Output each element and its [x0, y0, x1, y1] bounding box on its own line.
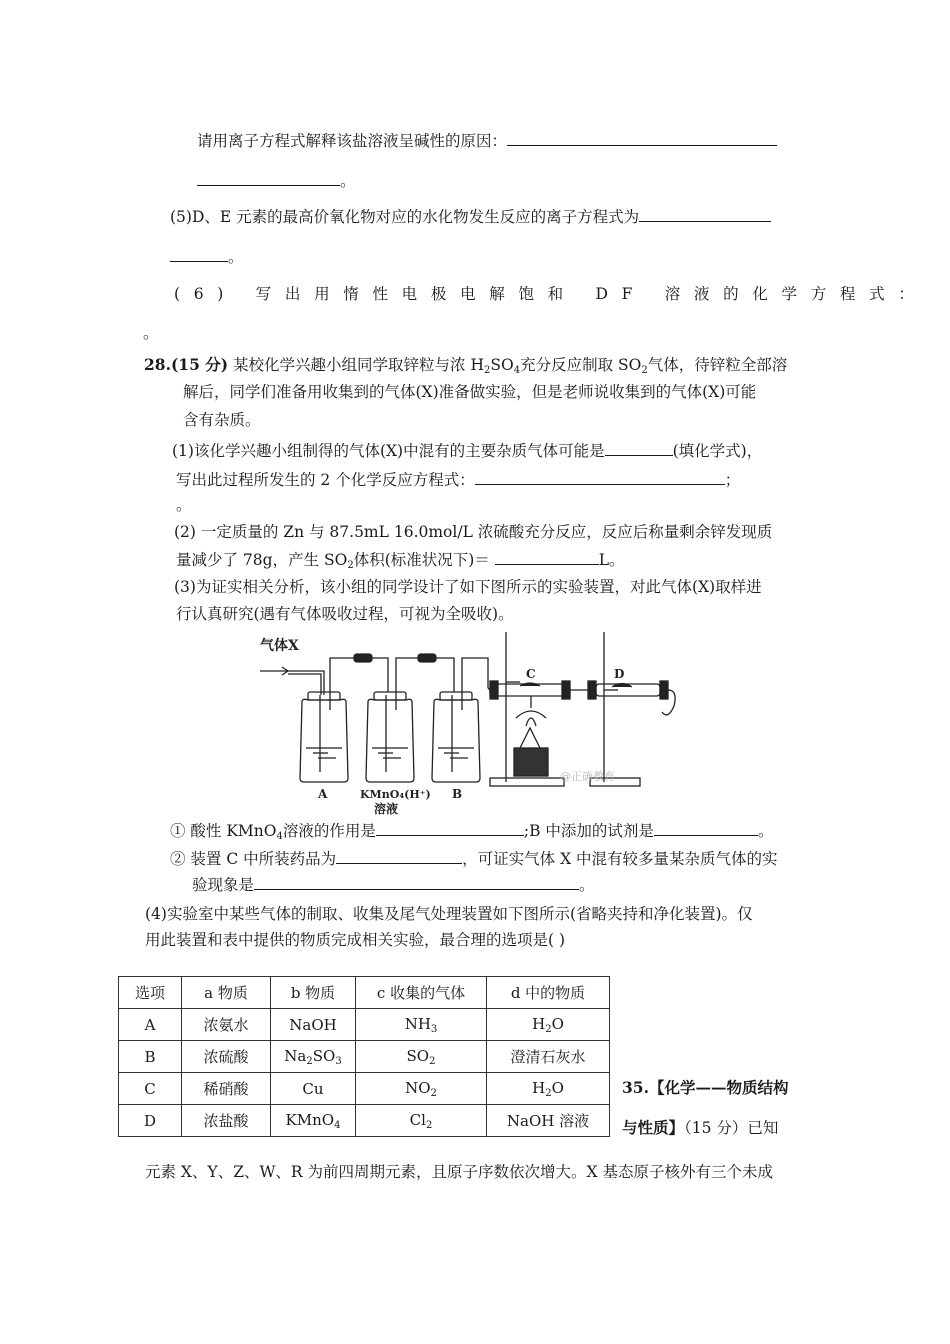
- table-cell: 浓盐酸: [182, 1105, 271, 1137]
- label-kmno4: KMnO₄(H⁺): [360, 788, 431, 801]
- table-cell: $H_2O$: [487, 1073, 610, 1105]
- answer-line-continuation: [170, 246, 244, 267]
- period-text: 。: [228, 248, 244, 266]
- sub-question-3-line-2: 行认真研究(遇有气体吸收过程，可视为全吸收)。: [176, 605, 514, 623]
- apparatus-diagram: [258, 630, 698, 815]
- circled-question-1: [170, 820, 773, 847]
- sub-question-2: (2) 一定质量的 Zn 与 87.5mL 16.0mol/L 浓硫酸充分反应，反应后称量剩余锌发现质: [174, 523, 773, 541]
- table-cell: 澄清石灰水: [487, 1041, 610, 1073]
- answer-blank[interactable]: [336, 848, 462, 864]
- table-cell: $NH_3$: [356, 1009, 487, 1041]
- subscript: 2: [347, 560, 354, 571]
- heating-tube-c: [490, 681, 588, 699]
- table-cell: $H_2O$: [487, 1009, 610, 1041]
- table-cell: 稀硝酸: [182, 1073, 271, 1105]
- subscript: 2: [641, 365, 648, 376]
- answer-blank[interactable]: [254, 874, 579, 890]
- table-header-row: [119, 977, 610, 1009]
- prompt-text: 请用离子方程式解释该盐溶液呈碱性的原因：: [197, 132, 508, 150]
- table-row: [119, 1073, 610, 1105]
- subscript: 4: [276, 831, 283, 842]
- table-cell: 浓硫酸: [182, 1041, 271, 1073]
- table-cell: NaOH: [271, 1009, 356, 1041]
- sub-question-1: [172, 440, 762, 461]
- question-6: (6) 写出用惰性电极电解饱和 DF 溶液的化学方程式：: [174, 285, 928, 303]
- table-cell: A: [119, 1009, 182, 1041]
- label-a: A: [318, 787, 328, 801]
- label-d: D: [614, 667, 625, 681]
- c2-text: ，可证实气体 X 中混有较多量某杂质气体的实: [462, 850, 778, 868]
- answer-blank[interactable]: [495, 549, 599, 565]
- question-6-end: 。: [143, 324, 159, 342]
- sub-question-1-line-3: 。: [176, 496, 192, 514]
- tube-d: [588, 681, 675, 715]
- answer-blank[interactable]: [605, 440, 673, 456]
- c2-text: 。: [579, 876, 595, 894]
- sub-question-4-line-2: 用此装置和表中提供的物质完成相关实验，最合理的选项是( ): [145, 931, 566, 949]
- q28-text: 气体，待锌粒全部溶: [647, 356, 788, 374]
- bottle-b: [432, 658, 490, 782]
- c2-text: 验现象是: [192, 876, 255, 894]
- q2-text: 量减少了 78g，产生 SO: [176, 551, 348, 569]
- q28-line-2: 解后，同学们准备用收集到的气体(X)准备做实验，但是老师说收集到的气体(X)可能: [183, 383, 757, 401]
- question-number: 28.(15 分): [144, 355, 229, 374]
- c1-text: ① 酸性 KMnO: [170, 822, 277, 840]
- q2-text: 体积(标准状况下)＝: [353, 551, 495, 569]
- table-cell: $SO_2$: [356, 1041, 487, 1073]
- semicolon-text: ；: [724, 471, 741, 489]
- q2-text: L。: [598, 551, 625, 569]
- q28-line-3: 含有杂质。: [183, 411, 261, 429]
- period-text: 。: [340, 172, 356, 190]
- answer-blank[interactable]: [376, 820, 524, 836]
- question-35-line-2: [622, 1118, 778, 1138]
- c1-text: 。: [757, 822, 774, 840]
- gas-label: 气体X: [260, 638, 299, 654]
- circled-question-2-line-2: [192, 874, 595, 895]
- question-35-line-3: 元素 X、Y、Z、W、R 为前四周期元素，且原子序数依次增大。X 基态原子核外有三个未成: [145, 1163, 773, 1181]
- table-row: [119, 1105, 610, 1137]
- table-cell: $Na_2SO_3$: [271, 1041, 356, 1073]
- table-row: [119, 1009, 610, 1041]
- subscript: 4: [513, 365, 521, 376]
- table-cell: Cu: [271, 1073, 356, 1105]
- table-cell: D: [119, 1105, 182, 1137]
- circled-question-2: [170, 848, 778, 869]
- alcohol-burner: [514, 696, 548, 776]
- table-row: [119, 1041, 610, 1073]
- table-cell: 浓氨水: [182, 1009, 271, 1041]
- sub-question-2-line-2: [176, 549, 625, 576]
- c1-text: 溶液的作用是: [282, 822, 376, 840]
- q1-text: (1)该化学兴趣小组制得的气体(X)中混有的主要杂质气体可能是: [172, 442, 605, 460]
- table-cell: C: [119, 1073, 182, 1105]
- label-solution: 溶液: [374, 802, 399, 815]
- q28-text: SO: [490, 356, 514, 374]
- table-header: 选项: [119, 977, 182, 1009]
- question-5: [170, 206, 771, 227]
- q35-text: （15 分）已知: [684, 1119, 779, 1137]
- answer-blank[interactable]: [654, 820, 758, 836]
- answer-blank[interactable]: [170, 246, 228, 262]
- answer-blank[interactable]: [475, 469, 725, 485]
- bottle-a: [300, 658, 356, 782]
- options-table: [118, 976, 610, 1137]
- table-header: b 物质: [271, 977, 356, 1009]
- tube-connector: [354, 654, 372, 662]
- table-cell: B: [119, 1041, 182, 1073]
- answer-blank[interactable]: [507, 130, 777, 146]
- sub-question-1-line-2: [176, 469, 740, 490]
- answer-blank[interactable]: [639, 206, 771, 222]
- c1-text: ;B 中添加的试剂是: [523, 822, 654, 840]
- answer-blank[interactable]: [197, 170, 340, 186]
- table-header: d 中的物质: [487, 977, 610, 1009]
- answer-line-ionic-equation: [197, 130, 777, 151]
- sub-question-4: (4)实验室中某些气体的制取、收集及尾气处理装置如下图所示(省略夹持和净化装置)。仅: [145, 905, 753, 923]
- label-b: B: [452, 787, 463, 801]
- tube-connector: [418, 654, 436, 662]
- sub-question-3: (3)为证实相关分析，该小组的同学设计了如下图所示的实验装置，对此气体(X)取样进: [174, 578, 762, 596]
- bottle-kmno4: [366, 658, 418, 782]
- question-5-text: (5)D、E 元素的最高价氧化物对应的水化物发生反应的离子方程式为: [170, 208, 640, 226]
- table-cell: $Cl_2$: [356, 1105, 487, 1137]
- watermark: @正确教育: [560, 770, 615, 783]
- q28-text: 充分反应制取 SO: [520, 356, 642, 374]
- q35-title-end: 与性质】: [622, 1118, 685, 1137]
- subscript: 2: [484, 365, 491, 376]
- q1-text: 写出此过程所发生的 2 个化学反应方程式：: [176, 471, 475, 489]
- iron-stand-d: [590, 632, 640, 786]
- c2-text: ② 装置 C 中所装药品为: [170, 850, 337, 868]
- answer-line-continuation: [197, 170, 356, 191]
- table-header: c 收集的气体: [356, 977, 487, 1009]
- label-c: C: [526, 667, 536, 681]
- question-28-header: [144, 355, 787, 381]
- q28-text: 某校化学兴趣小组同学取锌粒与浓 H: [233, 356, 484, 374]
- table-header: a 物质: [182, 977, 271, 1009]
- table-cell: $NO_2$: [356, 1073, 487, 1105]
- table-cell: KMnO$_4$: [271, 1105, 356, 1137]
- table-cell: NaOH 溶液: [487, 1105, 610, 1137]
- question-35-title: 35.【化学——物质结构: [622, 1078, 789, 1097]
- q1-text: (填化学式)，: [672, 442, 763, 460]
